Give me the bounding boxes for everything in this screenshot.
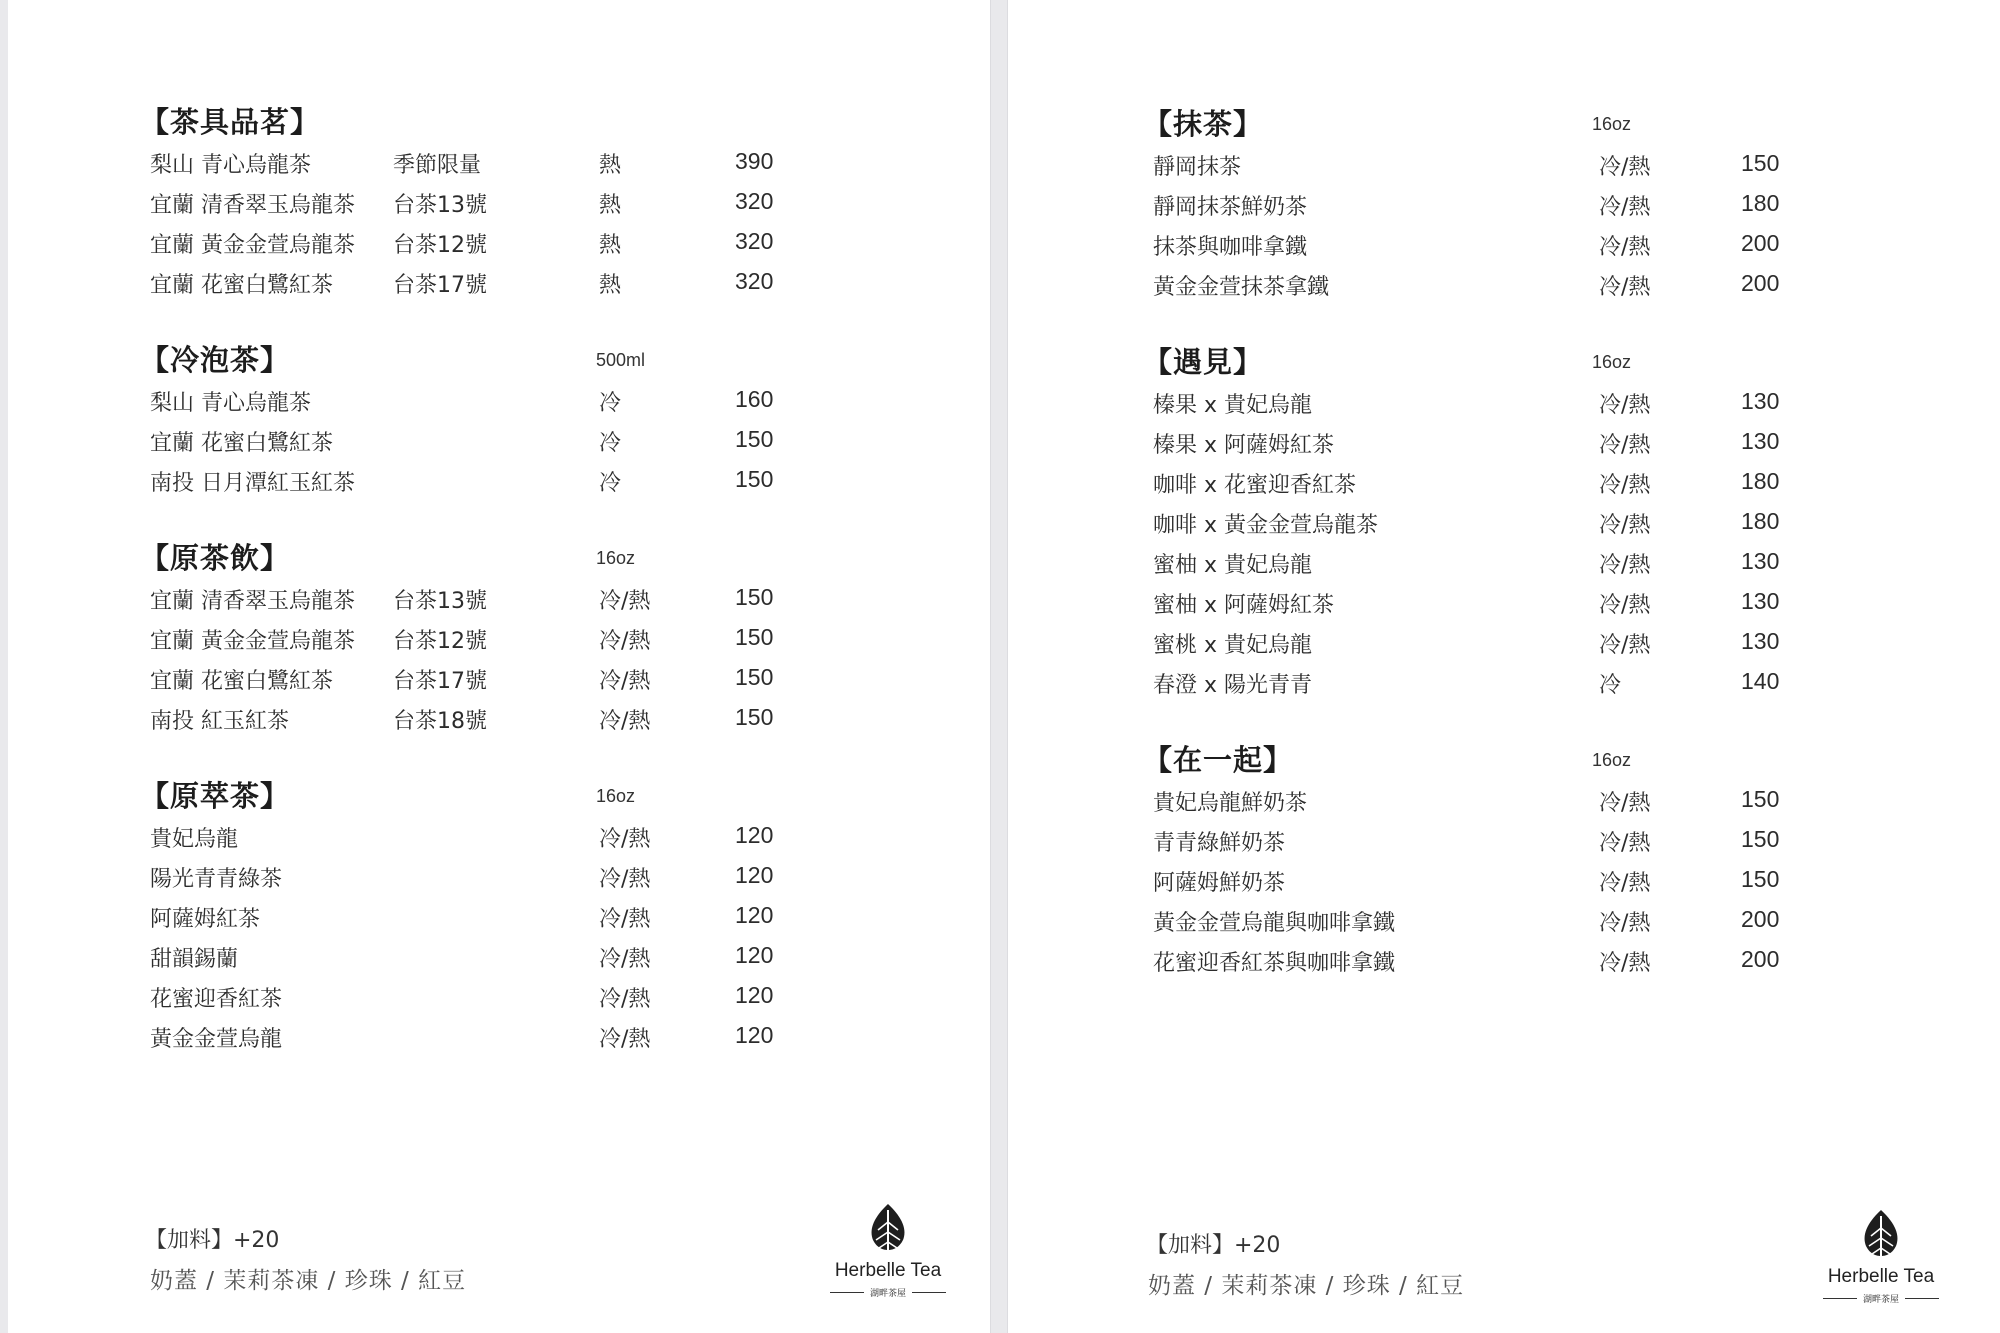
item-name: 黃金金萱烏龍: [150, 1027, 283, 1052]
item-price: 150: [735, 704, 774, 730]
item-price: 130: [1741, 428, 1780, 454]
item-price: 130: [1741, 588, 1780, 614]
item-name: 靜岡抹茶: [1153, 155, 1242, 180]
item-price: 320: [735, 268, 774, 294]
item-temp: 冷/熱: [599, 827, 651, 852]
item-temp: 冷/熱: [599, 589, 651, 614]
menu-item: [150, 386, 1030, 426]
divider: [1905, 1298, 1939, 1299]
brand-subtitle-row: [1811, 1292, 1951, 1305]
menu-page-right: [1007, 0, 2000, 1333]
menu-item: [150, 902, 1030, 942]
item-price: 150: [1741, 866, 1780, 892]
item-name: 南投 日月潭紅玉紅茶: [150, 471, 355, 496]
item-price: 150: [735, 664, 774, 690]
item-temp: 冷/熱: [1599, 831, 1651, 856]
item-price: 150: [1741, 786, 1780, 812]
item-name: 黃金金萱抹茶拿鐵: [1153, 275, 1330, 300]
menu-item: [150, 148, 1030, 188]
brand-logo: [818, 1202, 958, 1299]
item-name: 咖啡 x 黃金金萱烏龍茶: [1153, 513, 1379, 538]
item-temp: 冷/熱: [1599, 633, 1651, 658]
size-note: 16oz: [1592, 750, 1632, 770]
menu-page-left: [8, 0, 991, 1333]
item-name: 梨山 青心烏龍茶: [150, 391, 311, 416]
item-name: 宜蘭 清香翠玉烏龍茶: [150, 193, 355, 218]
item-temp: 冷/熱: [1599, 275, 1651, 300]
item-temp: 冷/熱: [1599, 911, 1651, 936]
menu-item: [1153, 388, 2000, 428]
menu-item: [1153, 628, 2000, 668]
item-name: 花蜜迎香紅茶與咖啡拿鐵: [1153, 951, 1396, 976]
item-temp: 冷/熱: [599, 629, 651, 654]
item-temp: 冷/熱: [599, 947, 651, 972]
item-price: 200: [1741, 230, 1780, 256]
item-price: 120: [735, 862, 774, 888]
menu-item: [1153, 826, 2000, 866]
item-temp: 熱: [599, 273, 622, 298]
item-note: 台茶13號: [393, 589, 487, 614]
item-name: 蜜柚 x 貴妃烏龍: [1153, 553, 1313, 578]
item-temp: 冷/熱: [1599, 513, 1651, 538]
menu-item: [150, 664, 1030, 704]
item-price: 130: [1741, 388, 1780, 414]
item-name: 黃金金萱烏龍與咖啡拿鐵: [1153, 911, 1396, 936]
item-name: 陽光青青綠茶: [150, 867, 283, 892]
item-price: 150: [735, 624, 774, 650]
brand-subtitle: 湖畔茶屋: [869, 1289, 906, 1299]
item-name: 靜岡抹茶鮮奶茶: [1153, 195, 1308, 220]
item-temp: 冷/熱: [1599, 195, 1651, 220]
brand-name: Herbelle Tea: [1827, 1266, 1935, 1287]
menu-item: [1153, 786, 2000, 826]
menu-item: [150, 942, 1030, 982]
menu-item: [1153, 906, 2000, 946]
menu-item: [150, 1022, 1030, 1062]
item-note: 台茶18號: [393, 709, 487, 734]
menu-item: [1153, 548, 2000, 588]
section-title: 【茶具品茗】: [140, 105, 321, 139]
item-name: 青青綠鮮奶茶: [1153, 831, 1286, 856]
item-temp: 冷: [599, 471, 622, 496]
leaf-icon: [1858, 1208, 1904, 1260]
menu-item: [1153, 150, 2000, 190]
menu-item: [150, 466, 1030, 506]
item-temp: 冷/熱: [599, 907, 651, 932]
item-temp: 冷/熱: [599, 987, 651, 1012]
item-temp: 冷/熱: [1599, 473, 1651, 498]
item-note: 台茶13號: [393, 193, 487, 218]
item-note: 台茶17號: [393, 273, 487, 298]
item-price: 320: [735, 188, 774, 214]
item-price: 180: [1741, 190, 1780, 216]
item-price: 150: [735, 584, 774, 610]
item-price: 140: [1741, 668, 1780, 694]
item-temp: 冷/熱: [599, 1027, 651, 1052]
menu-item: [150, 704, 1030, 744]
item-temp: 冷/熱: [1599, 593, 1651, 618]
item-note: 台茶12號: [393, 233, 487, 258]
item-temp: 冷/熱: [1599, 553, 1651, 578]
item-price: 320: [735, 228, 774, 254]
size-note: 16oz: [596, 548, 636, 568]
item-name: 榛果 x 貴妃烏龍: [1153, 393, 1313, 418]
item-name: 阿薩姆紅茶: [150, 907, 261, 932]
divider: [912, 1292, 946, 1293]
item-name: 南投 紅玉紅茶: [150, 709, 289, 734]
item-price: 200: [1741, 270, 1780, 296]
item-price: 200: [1741, 946, 1780, 972]
menu-item: [150, 624, 1030, 664]
brand-logo: [1811, 1208, 1951, 1305]
item-price: 120: [735, 982, 774, 1008]
item-temp: 冷/熱: [1599, 871, 1651, 896]
item-temp: 冷: [1599, 673, 1622, 698]
addon-items: 奶蓋 / 茉莉茶凍 / 珍珠 / 紅豆: [1148, 1273, 1465, 1299]
item-price: 180: [1741, 468, 1780, 494]
menu-item: [150, 228, 1030, 268]
item-name: 花蜜迎香紅茶: [150, 987, 283, 1012]
menu-item: [150, 982, 1030, 1022]
item-name: 蜜桃 x 貴妃烏龍: [1153, 633, 1313, 658]
item-price: 150: [735, 466, 774, 492]
item-temp: 冷/熱: [599, 669, 651, 694]
menu-item: [1153, 668, 2000, 708]
menu-item: [150, 822, 1030, 862]
item-price: 150: [735, 426, 774, 452]
item-price: 200: [1741, 906, 1780, 932]
size-note: 16oz: [1592, 352, 1632, 372]
item-price: 150: [1741, 826, 1780, 852]
menu-item: [1153, 428, 2000, 468]
item-name: 宜蘭 花蜜白鷺紅茶: [150, 669, 333, 694]
item-name: 榛果 x 阿薩姆紅茶: [1153, 433, 1335, 458]
divider: [830, 1292, 864, 1293]
leaf-icon: [865, 1202, 911, 1254]
item-temp: 冷/熱: [1599, 393, 1651, 418]
item-temp: 冷/熱: [1599, 951, 1651, 976]
item-temp: 冷/熱: [599, 867, 651, 892]
menu-item: [150, 188, 1030, 228]
item-price: 180: [1741, 508, 1780, 534]
item-temp: 熱: [599, 233, 622, 258]
divider: [1823, 1298, 1857, 1299]
menu-item: [150, 268, 1030, 308]
item-name: 蜜柚 x 阿薩姆紅茶: [1153, 593, 1335, 618]
item-temp: 冷: [599, 391, 622, 416]
item-price: 150: [1741, 150, 1780, 176]
menu-item: [1153, 270, 2000, 310]
item-temp: 冷/熱: [1599, 433, 1651, 458]
item-name: 宜蘭 黃金金萱烏龍茶: [150, 233, 355, 258]
menu-item: [1153, 946, 2000, 986]
section-title: 【冷泡茶】: [140, 343, 291, 377]
item-temp: 冷/熱: [599, 709, 651, 734]
item-name: 抹茶與咖啡拿鐵: [1153, 235, 1308, 260]
item-price: 120: [735, 902, 774, 928]
item-temp: 冷/熱: [1599, 235, 1651, 260]
section-title: 【原萃茶】: [140, 779, 291, 813]
menu-item: [150, 584, 1030, 624]
brand-name: Herbelle Tea: [834, 1260, 942, 1281]
item-name: 宜蘭 花蜜白鷺紅茶: [150, 431, 333, 456]
brand-subtitle-row: [818, 1286, 958, 1299]
section-title: 【原茶飲】: [140, 541, 291, 575]
item-price: 130: [1741, 628, 1780, 654]
item-price: 160: [735, 386, 774, 412]
section-title: 【遇見】: [1143, 345, 1264, 379]
item-price: 120: [735, 1022, 774, 1048]
menu-item: [1153, 190, 2000, 230]
item-name: 梨山 青心烏龍茶: [150, 153, 311, 178]
item-name: 貴妃烏龍鮮奶茶: [1153, 791, 1308, 816]
section-title: 【抹茶】: [1143, 107, 1264, 141]
item-name: 宜蘭 黃金金萱烏龍茶: [150, 629, 355, 654]
item-note: 台茶12號: [393, 629, 487, 654]
item-note: 台茶17號: [393, 669, 487, 694]
item-price: 120: [735, 822, 774, 848]
size-note: 500ml: [596, 350, 646, 370]
size-note: 16oz: [596, 786, 636, 806]
menu-item: [1153, 508, 2000, 548]
item-temp: 冷/熱: [1599, 791, 1651, 816]
item-temp: 冷: [599, 431, 622, 456]
menu-item: [1153, 230, 2000, 270]
item-price: 130: [1741, 548, 1780, 574]
item-name: 阿薩姆鮮奶茶: [1153, 871, 1286, 896]
menu-item: [1153, 468, 2000, 508]
item-name: 宜蘭 清香翠玉烏龍茶: [150, 589, 355, 614]
item-temp: 熱: [599, 153, 622, 178]
item-temp: 熱: [599, 193, 622, 218]
menu-item: [1153, 866, 2000, 906]
item-name: 咖啡 x 花蜜迎香紅茶: [1153, 473, 1357, 498]
item-name: 甜韻錫蘭: [150, 947, 239, 972]
addon-items: 奶蓋 / 茉莉茶凍 / 珍珠 / 紅豆: [150, 1268, 467, 1294]
menu-item: [150, 426, 1030, 466]
addon-title: 【加料】+20: [1146, 1233, 1281, 1258]
item-temp: 冷/熱: [1599, 155, 1651, 180]
menu-item: [150, 862, 1030, 902]
item-name: 宜蘭 花蜜白鷺紅茶: [150, 273, 333, 298]
item-price: 120: [735, 942, 774, 968]
item-name: 春澄 x 陽光青青: [1153, 673, 1313, 698]
section-title: 【在一起】: [1143, 743, 1294, 777]
menu-item: [1153, 588, 2000, 628]
addon-title: 【加料】+20: [145, 1228, 280, 1253]
item-name: 貴妃烏龍: [150, 827, 239, 852]
item-note: 季節限量: [393, 153, 482, 178]
brand-subtitle: 湖畔茶屋: [1862, 1295, 1899, 1305]
item-price: 390: [735, 148, 774, 174]
size-note: 16oz: [1592, 114, 1632, 134]
